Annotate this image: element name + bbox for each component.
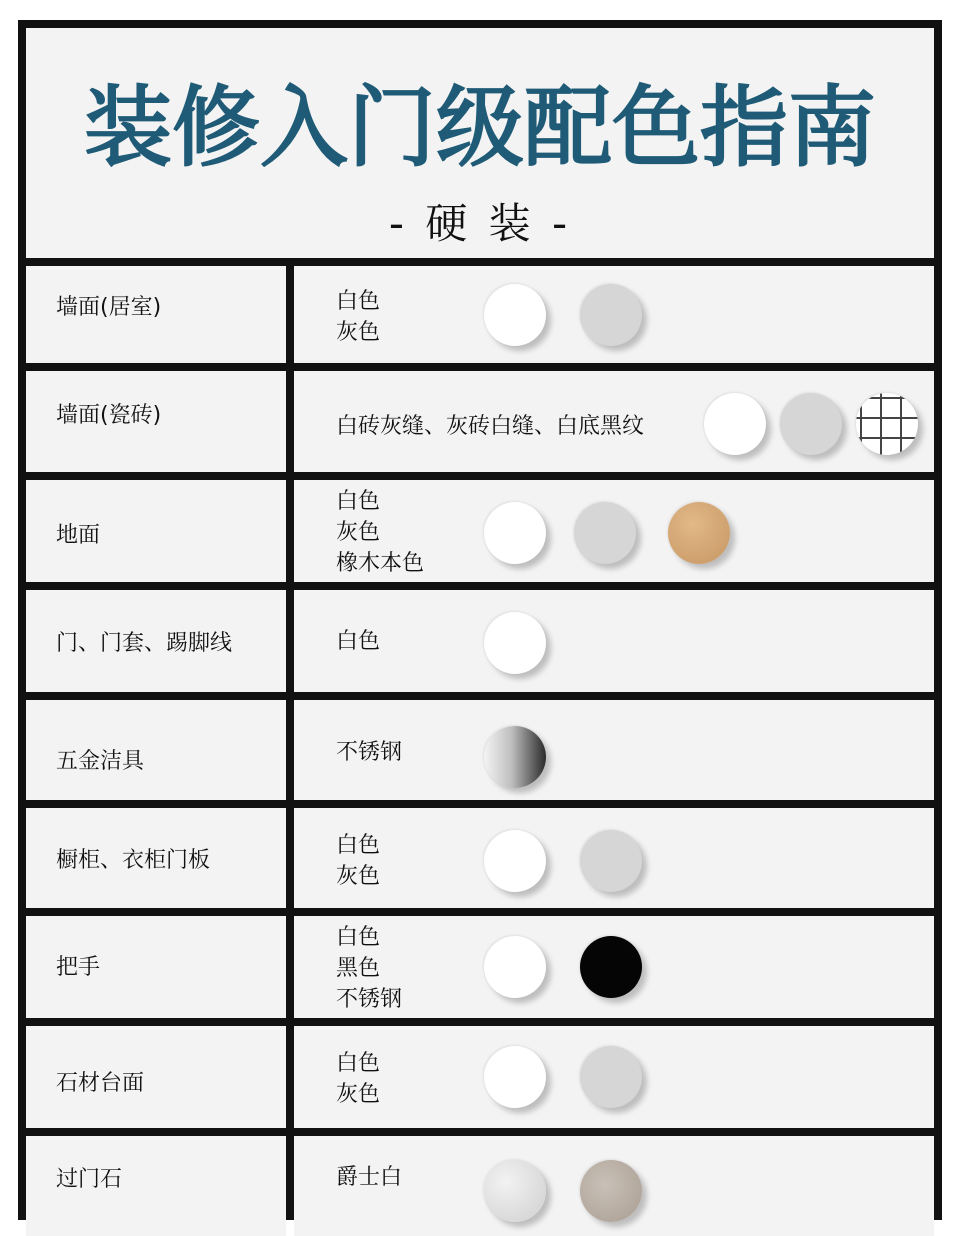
- table-row: [26, 808, 934, 908]
- row-value-cell: [294, 480, 934, 582]
- table-row: [26, 266, 934, 363]
- color-guide-table: [18, 20, 942, 1220]
- black-swatch: [580, 936, 642, 998]
- stainless-steel-swatch: [484, 726, 546, 788]
- white-swatch: [704, 393, 766, 455]
- row-label: 把手: [56, 955, 101, 980]
- table-row: [26, 1136, 934, 1236]
- row-label-cell: [26, 590, 286, 692]
- section-subtitle: - 硬 装 -: [388, 199, 572, 248]
- row-values: 爵士白: [336, 1165, 403, 1190]
- row-values: 白色 灰色: [336, 1051, 381, 1107]
- gray-swatch: [580, 830, 642, 892]
- row-values: 白色 灰色: [336, 289, 381, 345]
- gray-swatch: [580, 1046, 642, 1108]
- row-label: 地面: [56, 523, 101, 548]
- table-row: [26, 590, 934, 692]
- stone-swatch: [580, 1160, 642, 1222]
- white-swatch: [484, 284, 546, 346]
- row-label: 门、门套、踢脚线: [56, 631, 233, 656]
- row-value-cell: [294, 700, 934, 800]
- white-swatch: [484, 612, 546, 674]
- white-swatch: [484, 1046, 546, 1108]
- row-values: 白色 灰色 橡木本色: [336, 489, 425, 576]
- row-label-cell: [26, 808, 286, 908]
- row-label-cell: [26, 266, 286, 363]
- row-values: 白色 黑色 不锈钢: [336, 925, 403, 1012]
- row-label: 墙面(瓷砖): [56, 403, 162, 428]
- row-values: 白色: [336, 629, 381, 654]
- row-value-cell: [294, 916, 934, 1018]
- gray-swatch: [574, 502, 636, 564]
- row-label-cell: [26, 1136, 286, 1236]
- row-label-cell: [26, 700, 286, 800]
- page-title: 装修入门级配色指南: [83, 76, 876, 179]
- table-header: [26, 28, 934, 258]
- gray-swatch: [780, 393, 842, 455]
- row-label: 石材台面: [56, 1071, 145, 1096]
- grid-pattern-swatch: [856, 393, 918, 455]
- white-swatch: [484, 830, 546, 892]
- table-row: [26, 916, 934, 1018]
- row-value-cell: [294, 371, 934, 472]
- white-swatch: [484, 936, 546, 998]
- table-row: [26, 371, 934, 472]
- marble-swatch: [484, 1160, 546, 1222]
- row-label: 过门石: [56, 1167, 123, 1192]
- row-value-cell: [294, 808, 934, 908]
- row-value-cell: [294, 266, 934, 363]
- gray-swatch: [580, 284, 642, 346]
- row-label-cell: [26, 1026, 286, 1128]
- row-value-cell: [294, 1136, 934, 1236]
- table-row: [26, 480, 934, 582]
- row-label: 橱柜、衣柜门板: [56, 848, 211, 873]
- row-values: 不锈钢: [336, 740, 403, 765]
- row-label-cell: [26, 916, 286, 1018]
- oak-swatch: [668, 502, 730, 564]
- row-values: 白砖灰缝、灰砖白缝、白底黑纹: [336, 414, 645, 439]
- row-label: 五金洁具: [56, 749, 145, 774]
- row-value-cell: [294, 1026, 934, 1128]
- table-row: [26, 700, 934, 800]
- white-swatch: [484, 502, 546, 564]
- row-values: 白色 灰色: [336, 833, 381, 889]
- row-label: 墙面(居室): [56, 295, 162, 320]
- row-label-cell: [26, 371, 286, 472]
- table-row: [26, 1026, 934, 1128]
- row-label-cell: [26, 480, 286, 582]
- row-value-cell: [294, 590, 934, 692]
